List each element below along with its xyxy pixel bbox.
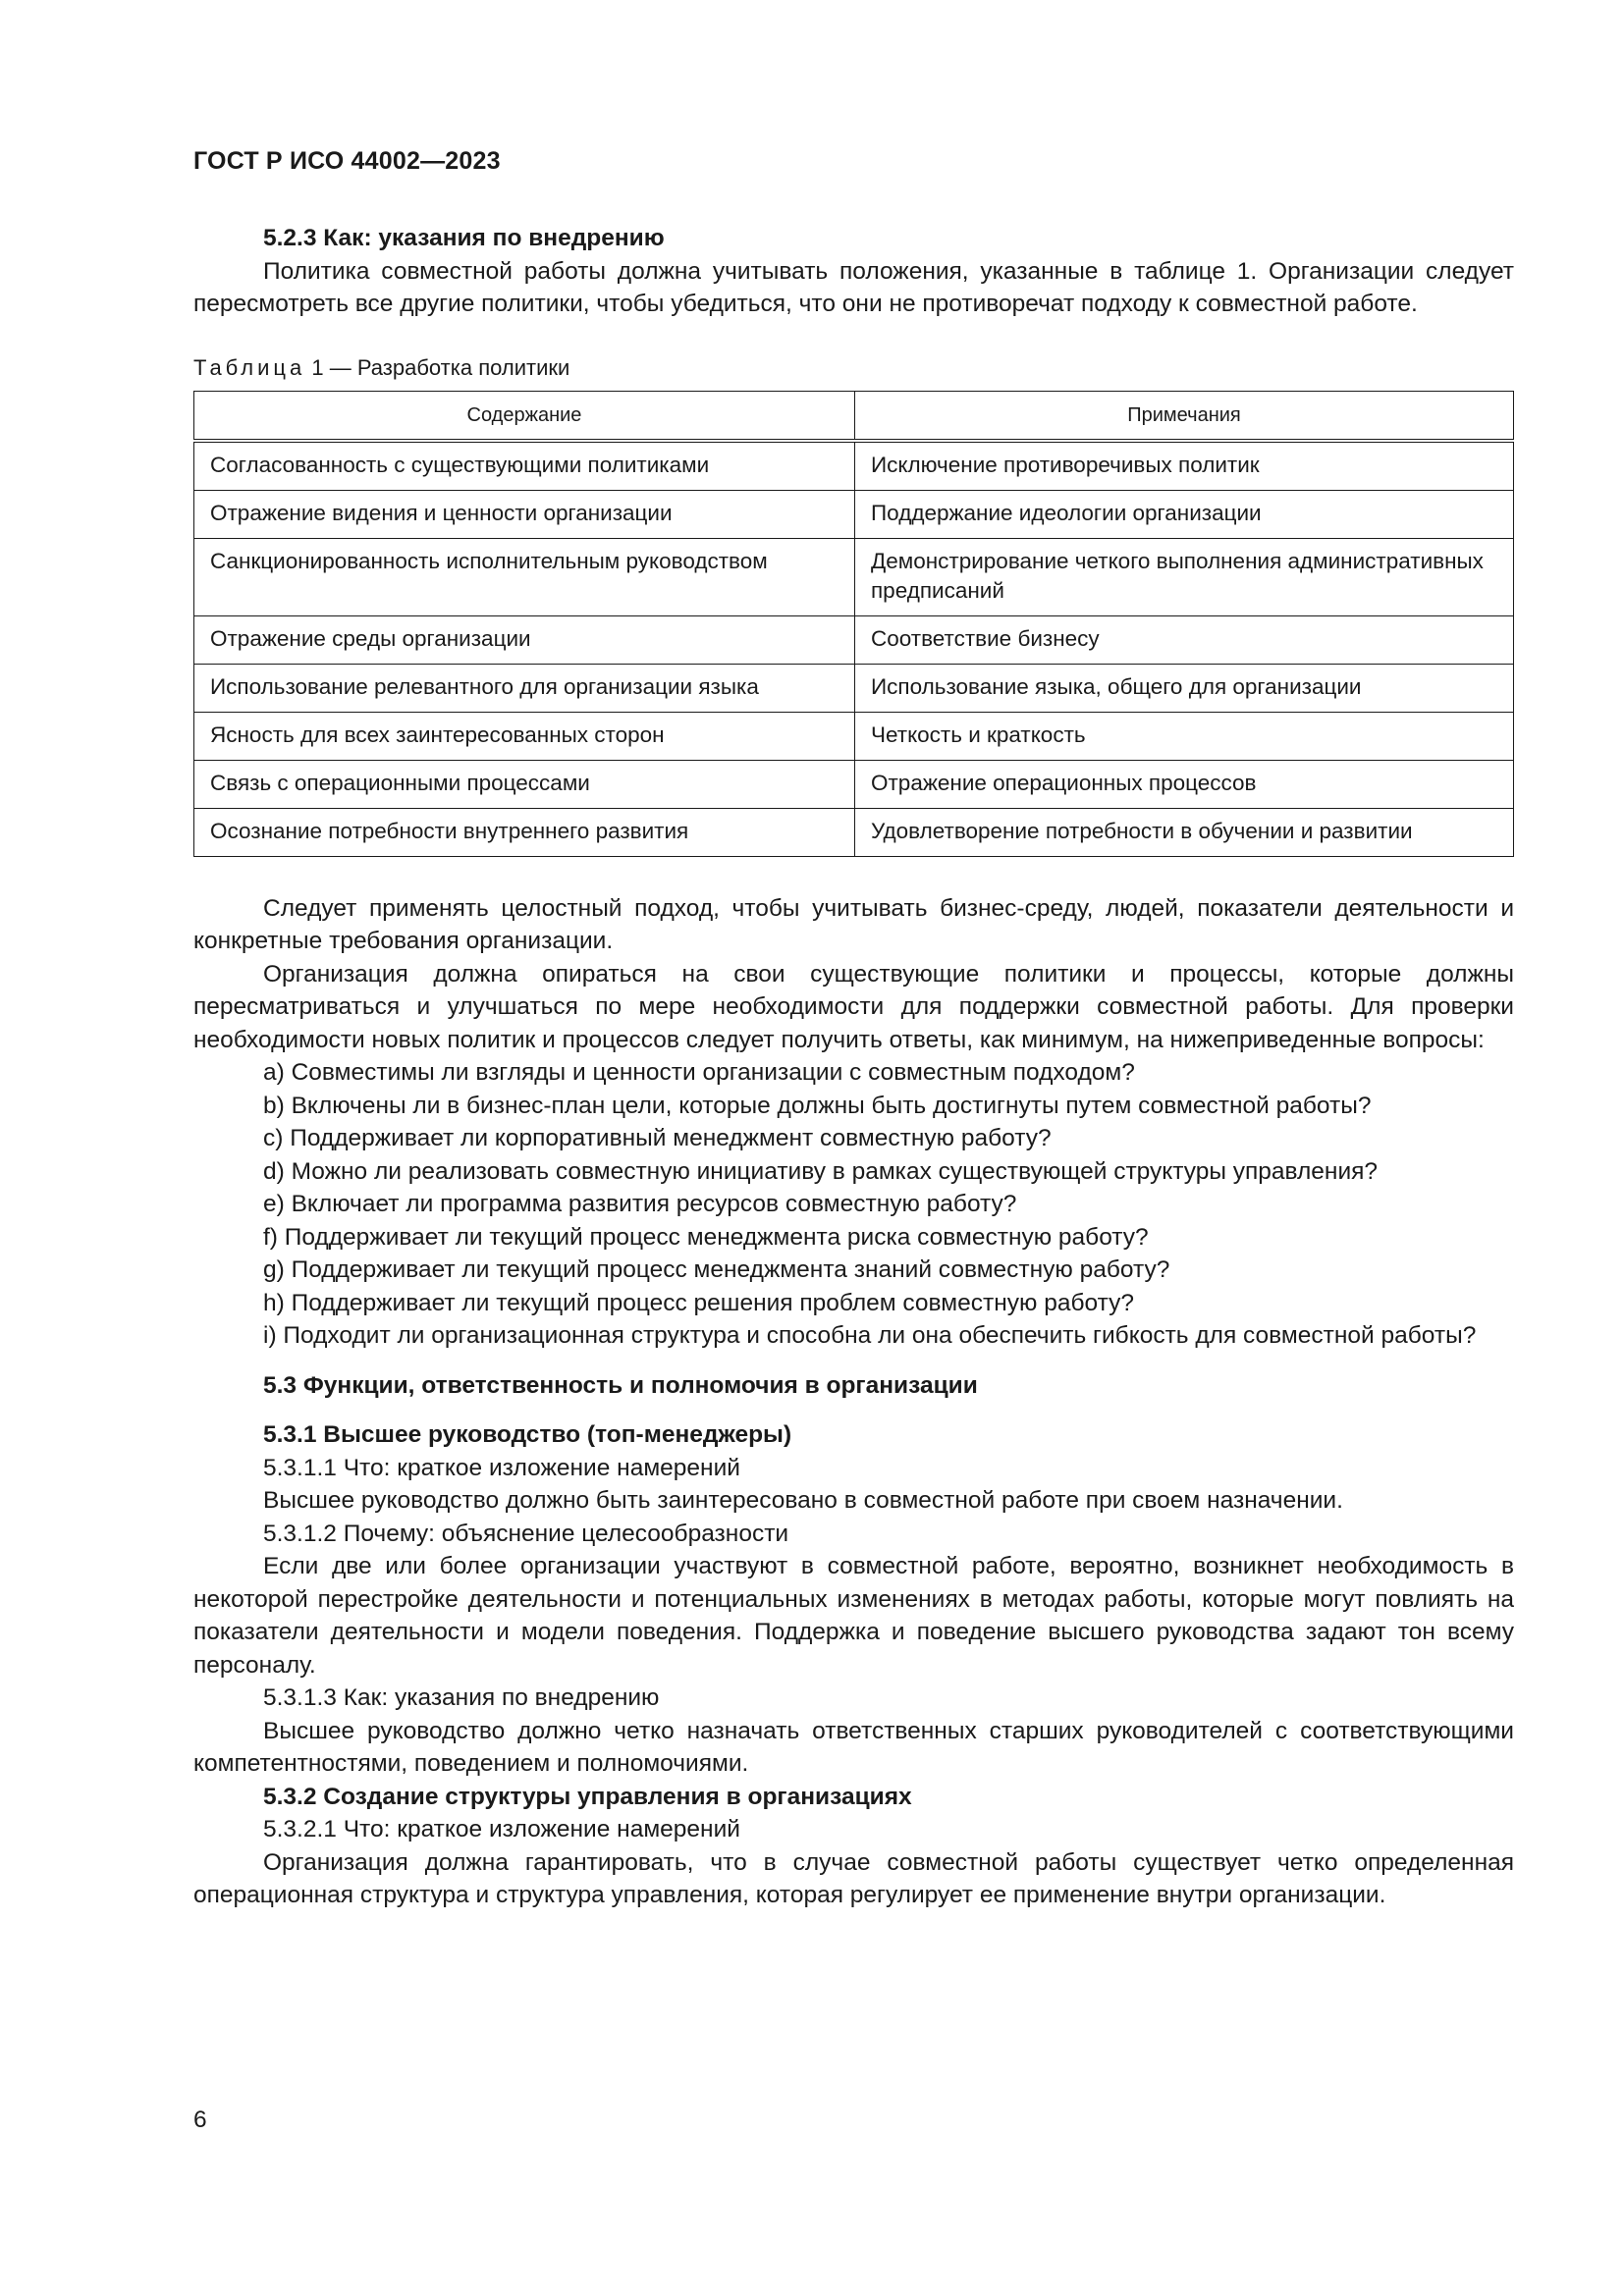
section-5-3-1-1-title: 5.3.1.1 Что: краткое изложение намерений [263,1454,740,1481]
table-cell: Исключение противоречивых политик [855,441,1514,491]
page-content [193,222,1514,1912]
table-row [194,615,1514,664]
column-header-notes: Примечания [855,391,1514,441]
policy-development-table [193,391,1514,857]
table-cell: Связь с операционными процессами [194,760,855,808]
table-cell: Использование релевантного для организации языка [194,664,855,712]
section-5-3-1-2-title: 5.3.1.2 Почему: объяснение целесообразности [263,1520,789,1547]
table-cell: Осознание потребности внутреннего развития [194,808,855,856]
list-item: b) Включены ли в бизнес-план цели, которые должны быть достигнуты путем совместной работы? [263,1092,1372,1119]
table-row [194,538,1514,615]
table-cell: Использование языка, общего для организации [855,664,1514,712]
section-5-3-heading: 5.3 Функции, ответственность и полномочия в организации [263,1371,978,1399]
section-5-3-2-1-text: Организация должна гарантировать, что в случае совместной работы существует четко определенная операционная структура и структура управления, которая регулирует ее применение внутри организации. [193,1848,1514,1908]
list-item: i) Подходит ли организационная структура и способна ли она обеспечить гибкость для совместной работы? [263,1322,1477,1349]
table-cell: Отражение среды организации [194,615,855,664]
table-row [194,760,1514,808]
table-cell: Демонстрирование четкого выполнения административных предписаний [855,538,1514,615]
table-cell: Соответствие бизнесу [855,615,1514,664]
table-cell: Отражение операционных процессов [855,760,1514,808]
list-item: a) Совместимы ли взгляды и ценности организации с совместным подходом? [263,1059,1135,1086]
questions-list [193,1056,1514,1353]
list-item: g) Поддерживает ли текущий процесс менеджмента знаний совместную работу? [263,1256,1170,1283]
section-5-3-2-heading: 5.3.2 Создание структуры управления в организациях [263,1783,912,1810]
table-row [194,712,1514,760]
standard-id-header: ГОСТ Р ИСО 44002—2023 [193,147,501,175]
holistic-approach-paragraph: Следует применять целостный подход, чтобы учитывать бизнес-среду, людей, показатели деятельности и конкретные требования организации. [193,894,1514,954]
section-5-3-1-heading: 5.3.1 Высшее руководство (топ-менеджеры) [263,1421,792,1448]
list-item: d) Можно ли реализовать совместную инициативу в рамках существующей структуры управления? [263,1157,1379,1185]
table-cell: Санкционированность исполнительным руководством [194,538,855,615]
section-5-3-1-3-title: 5.3.1.3 Как: указания по внедрению [263,1684,660,1711]
table-cell: Четкость и краткость [855,712,1514,760]
table-caption [193,353,1514,383]
table-cell: Отражение видения и ценности организации [194,490,855,538]
table-header-row [194,391,1514,441]
page-number: 6 [193,2107,207,2133]
table-cell: Удовлетворение потребности в обучении и развитии [855,808,1514,856]
table-cell: Ясность для всех заинтересованных сторон [194,712,855,760]
section-5-3-1-3-text: Высшее руководство должно четко назначать ответственных старших руководителей с соответствующими компетентностями, поведением и полномочиями. [193,1717,1514,1777]
table-cell: Поддержание идеологии организации [855,490,1514,538]
section-5-2-3-paragraph: Политика совместной работы должна учитывать положения, указанные в таблице 1. Организации следует пересмотреть все другие политики, чтобы убедиться, что они не противоречат подходу к совместной работе. [193,257,1514,317]
table-caption-word: Таблица [193,354,306,380]
table-caption-title: 1 — Разработка политики [305,354,570,380]
column-header-content: Содержание [194,391,855,441]
table-row [194,664,1514,712]
section-5-3-2-1-title: 5.3.2.1 Что: краткое изложение намерений [263,1816,740,1842]
table-row [194,441,1514,491]
list-item: h) Поддерживает ли текущий процесс решения проблем совместную работу? [263,1289,1134,1316]
list-item: f) Поддерживает ли текущий процесс менеджмента риска совместную работу? [263,1223,1149,1251]
section-5-2-3-heading: 5.2.3 Как: указания по внедрению [263,225,665,251]
list-item: c) Поддерживает ли корпоративный менеджмент совместную работу? [263,1125,1052,1151]
section-5-3-1-1-text: Высшее руководство должно быть заинтересовано в совместной работе при своем назначении. [263,1487,1343,1514]
section-5-3-1-2-text: Если две или более организации участвуют в совместной работе, вероятно, возникнет необходимость в некоторой перестройке деятельности и потенциальных изменениях в методах работы, которые могут повлиять на показатели деятельности и модели поведения. Поддержка и поведение высшего руководства задают тон всему персоналу. [193,1553,1514,1679]
table-row [194,490,1514,538]
existing-policies-paragraph: Организация должна опираться на свои существующие политики и процессы, которые должны пересматриваться и улучшаться по мере необходимости для поддержки совместной работы. Для проверки необходимости новых политик и процессов следует получить ответы, как минимум, на нижеприведенные вопросы: [193,960,1514,1053]
table-row [194,808,1514,856]
table-cell: Согласованность с существующими политиками [194,441,855,491]
list-item: e) Включает ли программа развития ресурсов совместную работу? [263,1191,1017,1217]
